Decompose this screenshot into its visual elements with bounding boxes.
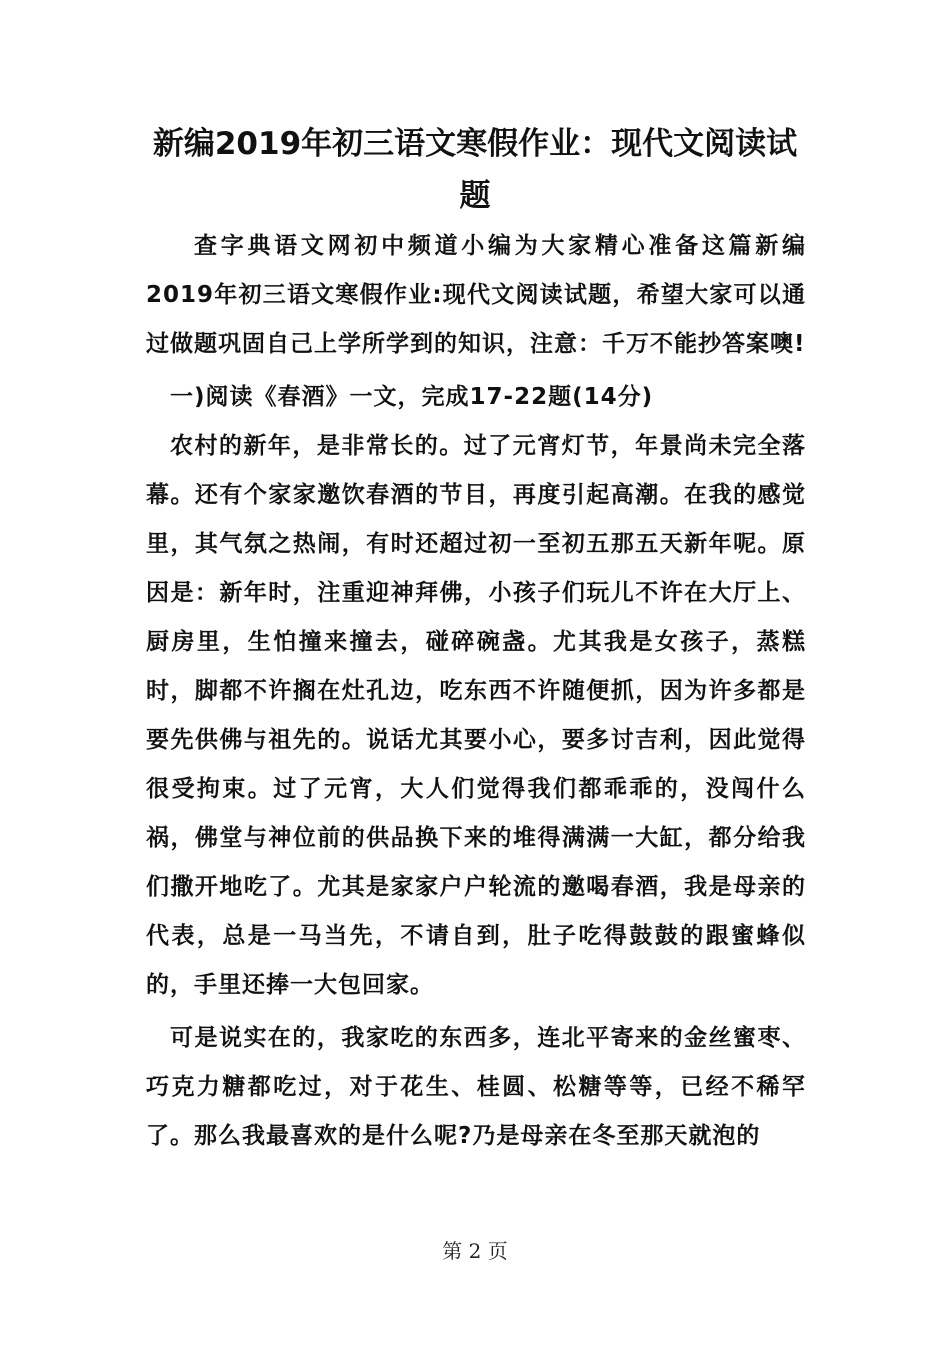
body-paragraph: 可是说实在的，我家吃的东西多，连北平寄来的金丝蜜枣、巧克力糖都吃过，对于花生、桂圆、松糖等等，已经不稀罕了。那么我最喜欢的是什么呢?乃是母亲在冬至那天就泡的: [146, 1025, 806, 1149]
document-body: [146, 222, 806, 1161]
page-number: 第 2 页: [442, 1239, 508, 1263]
intro-paragraph: 查字典语文网初中频道小编为大家精心准备这篇新编2019年初三语文寒假作业:现代文阅读试题，希望大家可以通过做题巩固自己上学所学到的知识，注意：千万不能抄答案噢!: [146, 233, 806, 357]
body-paragraph: 农村的新年，是非常长的。过了元宵灯节，年景尚未完全落幕。还有个家家邀饮春酒的节目，再度引起高潮。在我的感觉里，其气氛之热闹，有时还超过初一至初五那五天新年呢。原因是：新年时，注重迎神拜佛，小孩子们玩儿不许在大厅上、厨房里，生怕撞来撞去，碰碎碗盏。尤其我是女孩子，蒸糕时，脚都不许搁在灶孔边，吃东西不许随便抓，因为许多都是要先供佛与祖先的。说话尤其要小心，要多讨吉利，因此觉得很受拘束。过了元宵，大人们觉得我们都乖乖的，没闯什么祸，佛堂与神位前的供品换下来的堆得满满一大缸，都分给我们撒开地吃了。尤其是家家户户轮流的邀喝春酒，我是母亲的代表，总是一马当先，不请自到，肚子吃得鼓鼓的跟蜜蜂似的，手里还捧一大包回家。: [146, 433, 806, 998]
document-title: 新编2019年初三语文寒假作业：现代文阅读试题: [152, 126, 798, 214]
section-heading: 一)阅读《春酒》一文，完成17-22题(14分): [170, 384, 654, 410]
